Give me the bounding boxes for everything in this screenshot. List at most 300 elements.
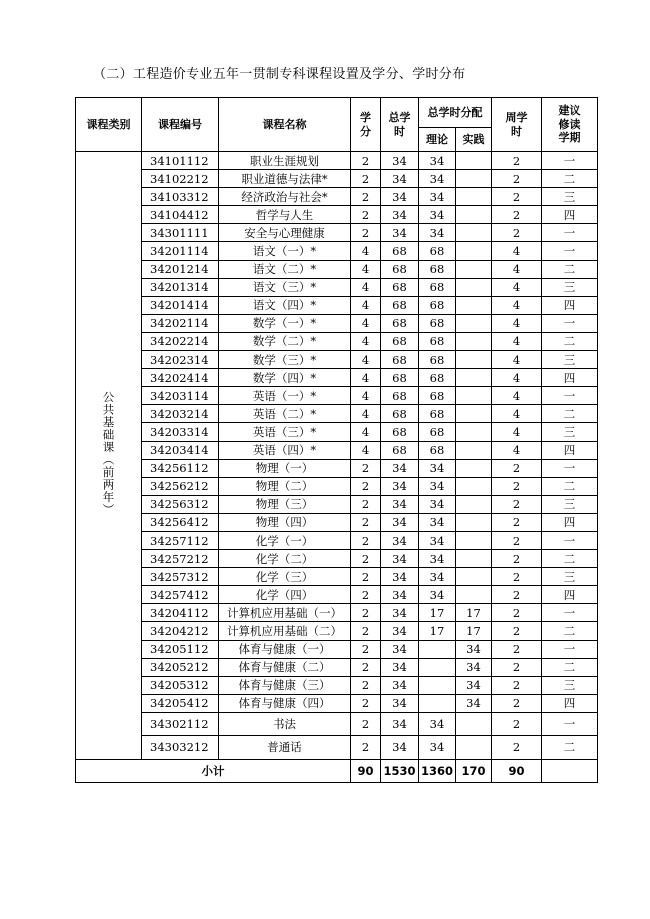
theory-hours-cell: 34 [419, 152, 456, 170]
course-code: 34203414 [142, 441, 219, 459]
weekly-hours-cell: 4 [492, 423, 542, 441]
total-hours-cell: 34 [381, 495, 419, 513]
practice-hours-cell: 34 [456, 640, 492, 658]
weekly-hours-cell: 2 [492, 188, 542, 206]
weekly-hours-cell: 4 [492, 369, 542, 387]
total-hours-cell: 34 [381, 170, 419, 188]
credits-cell: 2 [351, 712, 381, 735]
credits-cell: 2 [351, 495, 381, 513]
term-cell: 二 [542, 260, 598, 278]
table-row [76, 531, 598, 549]
course-name: 体育与健康（三） [219, 676, 351, 694]
total-hours-cell: 34 [381, 712, 419, 735]
practice-hours-cell [456, 736, 492, 759]
total-hours-cell: 68 [381, 351, 419, 369]
practice-hours-cell [456, 260, 492, 278]
weekly-hours-cell: 2 [492, 513, 542, 531]
weekly-hours-cell: 2 [492, 658, 542, 676]
subtotal-term [542, 759, 598, 782]
practice-hours-cell [456, 495, 492, 513]
weekly-hours-cell: 2 [492, 459, 542, 477]
credits-cell: 4 [351, 260, 381, 278]
course-code: 34104412 [142, 206, 219, 224]
table-row [76, 568, 598, 586]
course-name: 数学（一）* [219, 314, 351, 332]
credits-cell: 4 [351, 278, 381, 296]
practice-hours-cell [456, 170, 492, 188]
total-hours-cell: 34 [381, 676, 419, 694]
weekly-hours-cell: 4 [492, 260, 542, 278]
practice-hours-cell [456, 188, 492, 206]
credits-cell: 2 [351, 513, 381, 531]
weekly-hours-cell: 4 [492, 387, 542, 405]
total-hours-cell: 68 [381, 332, 419, 350]
practice-hours-cell [456, 513, 492, 531]
term-cell: 四 [542, 694, 598, 712]
theory-hours-cell: 17 [419, 604, 456, 622]
total-hours-cell: 68 [381, 387, 419, 405]
total-hours-cell: 68 [381, 278, 419, 296]
term-cell: 一 [542, 152, 598, 170]
total-hours-cell: 34 [381, 604, 419, 622]
course-code: 34302112 [142, 712, 219, 735]
subtotal-weekly: 90 [492, 759, 542, 782]
course-name: 化学（三） [219, 568, 351, 586]
table-row [76, 242, 598, 260]
course-name: 物理（一） [219, 459, 351, 477]
table-row [76, 296, 598, 314]
theory-hours-cell: 34 [419, 736, 456, 759]
course-name: 数学（三）* [219, 351, 351, 369]
table-row [76, 459, 598, 477]
table-row [76, 513, 598, 531]
total-hours-cell: 34 [381, 550, 419, 568]
weekly-hours-cell: 4 [492, 242, 542, 260]
practice-hours-cell [456, 369, 492, 387]
theory-hours-cell: 68 [419, 296, 456, 314]
course-code: 34201314 [142, 278, 219, 296]
theory-hours-cell: 68 [419, 351, 456, 369]
course-code: 34101112 [142, 152, 219, 170]
table-row [76, 441, 598, 459]
practice-hours-cell: 17 [456, 604, 492, 622]
subtotal-total-hours: 1530 [381, 759, 419, 782]
table-row [76, 640, 598, 658]
theory-hours-cell: 34 [419, 477, 456, 495]
course-name: 体育与健康（四） [219, 694, 351, 712]
theory-hours-cell: 68 [419, 332, 456, 350]
credits-cell: 4 [351, 441, 381, 459]
practice-hours-cell [456, 387, 492, 405]
term-cell: 三 [542, 278, 598, 296]
total-hours-cell: 68 [381, 314, 419, 332]
course-code: 34102212 [142, 170, 219, 188]
table-row [76, 188, 598, 206]
weekly-hours-cell: 2 [492, 206, 542, 224]
subtotal-theory: 1360 [419, 759, 456, 782]
term-cell: 一 [542, 604, 598, 622]
header-practice: 实践 [456, 128, 492, 152]
theory-hours-cell: 34 [419, 188, 456, 206]
theory-hours-cell: 68 [419, 405, 456, 423]
credits-cell: 4 [351, 332, 381, 350]
course-code: 34202414 [142, 369, 219, 387]
weekly-hours-cell: 4 [492, 278, 542, 296]
weekly-hours-cell: 4 [492, 405, 542, 423]
credits-cell: 4 [351, 296, 381, 314]
course-name: 职业生涯规划 [219, 152, 351, 170]
credits-cell: 2 [351, 477, 381, 495]
table-row [76, 550, 598, 568]
course-name: 计算机应用基础（一） [219, 604, 351, 622]
total-hours-cell: 68 [381, 405, 419, 423]
credits-cell: 4 [351, 405, 381, 423]
term-cell: 二 [542, 332, 598, 350]
credits-cell: 2 [351, 550, 381, 568]
course-code: 34257112 [142, 531, 219, 549]
term-cell: 一 [542, 459, 598, 477]
total-hours-cell: 68 [381, 260, 419, 278]
course-code: 34256412 [142, 513, 219, 531]
course-name: 语文（一）* [219, 242, 351, 260]
practice-hours-cell [456, 351, 492, 369]
term-cell: 二 [542, 658, 598, 676]
weekly-hours-cell: 2 [492, 550, 542, 568]
subtotal-credits: 90 [351, 759, 381, 782]
total-hours-cell: 34 [381, 736, 419, 759]
practice-hours-cell [456, 405, 492, 423]
subtotal-row [76, 759, 598, 782]
term-cell: 三 [542, 568, 598, 586]
credits-cell: 2 [351, 586, 381, 604]
course-name: 数学（二）* [219, 332, 351, 350]
total-hours-cell: 34 [381, 459, 419, 477]
term-cell: 二 [542, 170, 598, 188]
term-cell: 一 [542, 314, 598, 332]
table-row [76, 369, 598, 387]
total-hours-cell: 34 [381, 224, 419, 242]
credits-cell: 2 [351, 568, 381, 586]
theory-hours-cell: 17 [419, 622, 456, 640]
weekly-hours-cell: 4 [492, 332, 542, 350]
theory-hours-cell: 34 [419, 568, 456, 586]
header-category: 课程类别 [76, 98, 142, 152]
course-name: 语文（三）* [219, 278, 351, 296]
table-row [76, 314, 598, 332]
credits-cell: 2 [351, 188, 381, 206]
course-name: 英语（二）* [219, 405, 351, 423]
weekly-hours-cell: 2 [492, 568, 542, 586]
practice-hours-cell [456, 586, 492, 604]
credits-cell: 4 [351, 369, 381, 387]
course-name: 计算机应用基础（二） [219, 622, 351, 640]
course-code: 34202314 [142, 351, 219, 369]
total-hours-cell: 68 [381, 369, 419, 387]
term-cell: 一 [542, 242, 598, 260]
weekly-hours-cell: 2 [492, 622, 542, 640]
course-code: 34201114 [142, 242, 219, 260]
weekly-hours-cell: 2 [492, 604, 542, 622]
table-row [76, 477, 598, 495]
course-code: 34201214 [142, 260, 219, 278]
total-hours-cell: 34 [381, 694, 419, 712]
theory-hours-cell: 34 [419, 531, 456, 549]
course-name: 英语（四）* [219, 441, 351, 459]
practice-hours-cell [456, 568, 492, 586]
credits-cell: 2 [351, 658, 381, 676]
course-code: 34256112 [142, 459, 219, 477]
weekly-hours-cell: 2 [492, 712, 542, 735]
term-cell: 四 [542, 206, 598, 224]
header-theory: 理论 [419, 128, 456, 152]
course-code: 34203314 [142, 423, 219, 441]
table-row [76, 694, 598, 712]
header-hours-split: 总学时分配 [419, 98, 492, 128]
credits-cell: 4 [351, 351, 381, 369]
header-name: 课程名称 [219, 98, 351, 152]
course-code: 34257212 [142, 550, 219, 568]
practice-hours-cell [456, 550, 492, 568]
term-cell: 一 [542, 640, 598, 658]
course-name: 经济政治与社会* [219, 188, 351, 206]
term-cell: 一 [542, 387, 598, 405]
credits-cell: 4 [351, 242, 381, 260]
course-name: 化学（四） [219, 586, 351, 604]
practice-hours-cell [456, 332, 492, 350]
theory-hours-cell: 34 [419, 586, 456, 604]
table-row [76, 676, 598, 694]
category-label: 公共基础课（前两年） [101, 390, 116, 516]
total-hours-cell: 34 [381, 188, 419, 206]
weekly-hours-cell: 2 [492, 676, 542, 694]
term-cell: 三 [542, 423, 598, 441]
theory-hours-cell: 68 [419, 314, 456, 332]
theory-hours-cell: 34 [419, 712, 456, 735]
theory-hours-cell: 34 [419, 513, 456, 531]
table-row [76, 736, 598, 759]
course-code: 34301111 [142, 224, 219, 242]
term-cell: 四 [542, 441, 598, 459]
credits-cell: 4 [351, 423, 381, 441]
table-row [76, 332, 598, 350]
header-code: 课程编号 [142, 98, 219, 152]
subtotal-label: 小计 [76, 759, 351, 782]
term-cell: 一 [542, 531, 598, 549]
course-name: 物理（四） [219, 513, 351, 531]
weekly-hours-cell: 2 [492, 495, 542, 513]
course-table [75, 97, 598, 783]
table-row [76, 423, 598, 441]
theory-hours-cell [419, 676, 456, 694]
practice-hours-cell [456, 423, 492, 441]
theory-hours-cell [419, 640, 456, 658]
course-code: 34256312 [142, 495, 219, 513]
credits-cell: 2 [351, 676, 381, 694]
course-code: 34201414 [142, 296, 219, 314]
term-cell: 三 [542, 188, 598, 206]
course-code: 34103312 [142, 188, 219, 206]
table-row [76, 658, 598, 676]
practice-hours-cell [456, 712, 492, 735]
term-cell: 二 [542, 550, 598, 568]
practice-hours-cell [456, 441, 492, 459]
course-name: 数学（四）* [219, 369, 351, 387]
table-row [76, 260, 598, 278]
total-hours-cell: 34 [381, 640, 419, 658]
header-weekly-hours: 周学 时 [492, 98, 542, 152]
table-row [76, 278, 598, 296]
total-hours-cell: 34 [381, 568, 419, 586]
term-cell: 四 [542, 513, 598, 531]
table-row [76, 586, 598, 604]
term-cell: 一 [542, 712, 598, 735]
course-code: 34203214 [142, 405, 219, 423]
table-row [76, 351, 598, 369]
course-name: 普通话 [219, 736, 351, 759]
practice-hours-cell [456, 152, 492, 170]
theory-hours-cell: 34 [419, 206, 456, 224]
credits-cell: 2 [351, 170, 381, 188]
total-hours-cell: 34 [381, 622, 419, 640]
credits-cell: 2 [351, 736, 381, 759]
term-cell: 四 [542, 369, 598, 387]
term-cell: 四 [542, 586, 598, 604]
theory-hours-cell [419, 694, 456, 712]
weekly-hours-cell: 2 [492, 736, 542, 759]
table-row [76, 712, 598, 735]
course-name: 语文（四）* [219, 296, 351, 314]
credits-cell: 2 [351, 694, 381, 712]
weekly-hours-cell: 4 [492, 314, 542, 332]
total-hours-cell: 34 [381, 152, 419, 170]
practice-hours-cell [456, 477, 492, 495]
table-row [76, 622, 598, 640]
practice-hours-cell [456, 206, 492, 224]
theory-hours-cell: 68 [419, 423, 456, 441]
term-cell: 三 [542, 351, 598, 369]
course-code: 34257412 [142, 586, 219, 604]
subtotal-practice: 170 [456, 759, 492, 782]
credits-cell: 4 [351, 314, 381, 332]
course-code: 34203114 [142, 387, 219, 405]
credits-cell: 2 [351, 459, 381, 477]
course-name: 体育与健康（二） [219, 658, 351, 676]
course-name: 职业道德与法律* [219, 170, 351, 188]
practice-hours-cell [456, 296, 492, 314]
weekly-hours-cell: 4 [492, 441, 542, 459]
theory-hours-cell: 34 [419, 170, 456, 188]
term-cell: 四 [542, 296, 598, 314]
theory-hours-cell [419, 658, 456, 676]
credits-cell: 2 [351, 224, 381, 242]
total-hours-cell: 68 [381, 423, 419, 441]
category-cell [76, 152, 142, 760]
table-row [76, 387, 598, 405]
course-code: 34202114 [142, 314, 219, 332]
weekly-hours-cell: 4 [492, 296, 542, 314]
course-code: 34205212 [142, 658, 219, 676]
term-cell: 三 [542, 495, 598, 513]
course-name: 体育与健康（一） [219, 640, 351, 658]
course-name: 物理（三） [219, 495, 351, 513]
theory-hours-cell: 68 [419, 260, 456, 278]
practice-hours-cell [456, 278, 492, 296]
course-code: 34205112 [142, 640, 219, 658]
course-name: 书法 [219, 712, 351, 735]
course-name: 化学（一） [219, 531, 351, 549]
credits-cell: 2 [351, 640, 381, 658]
total-hours-cell: 34 [381, 206, 419, 224]
theory-hours-cell: 34 [419, 224, 456, 242]
course-code: 34205412 [142, 694, 219, 712]
term-cell: 一 [542, 224, 598, 242]
course-code: 34204212 [142, 622, 219, 640]
practice-hours-cell: 17 [456, 622, 492, 640]
practice-hours-cell: 34 [456, 676, 492, 694]
term-cell: 二 [542, 405, 598, 423]
weekly-hours-cell: 2 [492, 640, 542, 658]
credits-cell: 2 [351, 206, 381, 224]
total-hours-cell: 68 [381, 242, 419, 260]
term-cell: 二 [542, 477, 598, 495]
credits-cell: 2 [351, 531, 381, 549]
total-hours-cell: 34 [381, 477, 419, 495]
total-hours-cell: 68 [381, 296, 419, 314]
theory-hours-cell: 68 [419, 369, 456, 387]
header-term: 建议 修读 学期 [542, 98, 598, 152]
practice-hours-cell [456, 224, 492, 242]
theory-hours-cell: 68 [419, 278, 456, 296]
header-total-hours: 总学 时 [381, 98, 419, 152]
practice-hours-cell: 34 [456, 658, 492, 676]
document-title: （二）工程造价专业五年一贯制专科课程设置及学分、学时分布 [93, 67, 466, 82]
course-code: 34204112 [142, 604, 219, 622]
practice-hours-cell [456, 242, 492, 260]
table-row [76, 224, 598, 242]
practice-hours-cell: 34 [456, 694, 492, 712]
term-cell: 二 [542, 736, 598, 759]
header-credits: 学 分 [351, 98, 381, 152]
total-hours-cell: 34 [381, 658, 419, 676]
total-hours-cell: 34 [381, 531, 419, 549]
theory-hours-cell: 68 [419, 387, 456, 405]
theory-hours-cell: 68 [419, 242, 456, 260]
course-name: 语文（二）* [219, 260, 351, 278]
course-code: 34303212 [142, 736, 219, 759]
theory-hours-cell: 34 [419, 550, 456, 568]
table-row [76, 405, 598, 423]
weekly-hours-cell: 4 [492, 351, 542, 369]
term-cell: 三 [542, 676, 598, 694]
table-row [76, 604, 598, 622]
course-name: 化学（二） [219, 550, 351, 568]
course-name: 物理（二） [219, 477, 351, 495]
practice-hours-cell [456, 314, 492, 332]
table-row [76, 152, 598, 170]
credits-cell: 4 [351, 387, 381, 405]
course-name: 哲学与人生 [219, 206, 351, 224]
credits-cell: 2 [351, 152, 381, 170]
course-name: 英语（三）* [219, 423, 351, 441]
total-hours-cell: 34 [381, 513, 419, 531]
theory-hours-cell: 68 [419, 441, 456, 459]
practice-hours-cell [456, 531, 492, 549]
total-hours-cell: 68 [381, 441, 419, 459]
table-row [76, 170, 598, 188]
course-name: 英语（一）* [219, 387, 351, 405]
weekly-hours-cell: 2 [492, 586, 542, 604]
course-code: 34205312 [142, 676, 219, 694]
